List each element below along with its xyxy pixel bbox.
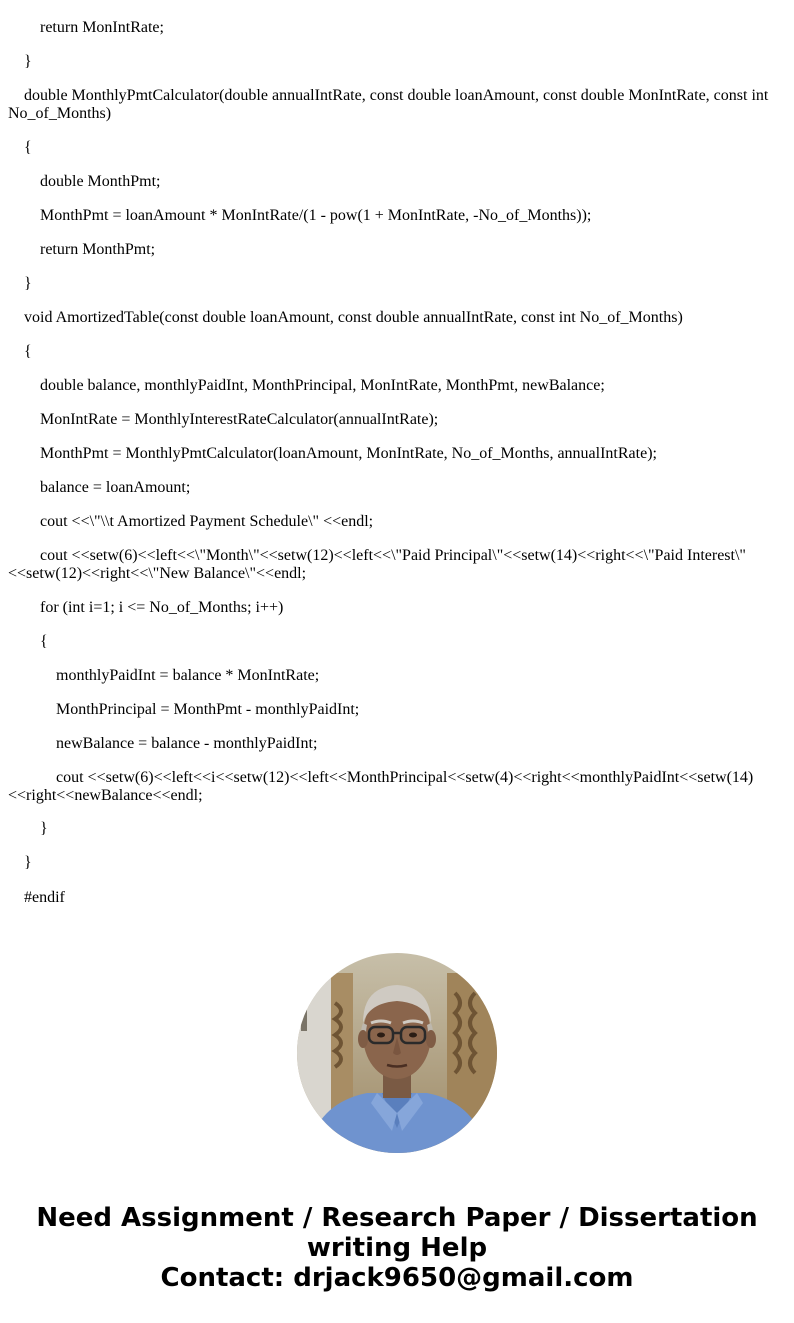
author-avatar bbox=[297, 953, 497, 1153]
author-portrait-icon bbox=[297, 953, 497, 1153]
promo-line-2: writing Help bbox=[306, 1233, 488, 1263]
code-line-3: double MonthlyPmtCalculator(double annualIntRate, const double loanAmount, const double MonIntRate, const int No_of_Months) bbox=[8, 87, 769, 122]
code-line-18: { bbox=[40, 633, 48, 650]
code-line-22: cout <<setw(6)<<left<<i<<setw(12)<<left<<MonthPrincipal<<setw(4)<<right<<monthlyPaidInt<<setw(14)<<right<<newBalance<<endl; bbox=[8, 769, 754, 804]
code-line-17: for (int i=1; i <= No_of_Months; i++) bbox=[40, 599, 284, 616]
code-line-13: MonthPmt = MonthlyPmtCalculator(loanAmount, MonIntRate, No_of_Months, annualIntRate); bbox=[40, 445, 657, 462]
code-line-16: cout <<setw(6)<<left<<\"Month\"<<setw(12)<<left<<\"Paid Principal\"<<setw(14)<<right<<\"Paid Interest\" <<setw(12)<<right<<\"New Balance\"<<endl; bbox=[8, 547, 746, 582]
code-line-20: MonthPrincipal = MonthPmt - monthlyPaidInt; bbox=[56, 701, 360, 718]
code-line-2: } bbox=[24, 53, 32, 70]
code-line-9: void AmortizedTable(const double loanAmount, const double annualIntRate, const int No_of_Months) bbox=[24, 309, 683, 326]
code-line-24: } bbox=[24, 854, 32, 871]
code-line-15: cout <<\"\\t Amortized Payment Schedule\" <<endl; bbox=[40, 513, 374, 530]
code-line-23: } bbox=[40, 820, 48, 837]
code-line-8: } bbox=[24, 275, 32, 292]
code-line-14: balance = loanAmount; bbox=[40, 479, 191, 496]
code-line-12: MonIntRate = MonthlyInterestRateCalculator(annualIntRate); bbox=[40, 411, 439, 428]
promo-contact: Contact: drjack9650@gmail.com bbox=[160, 1263, 634, 1293]
promo-line-1: Need Assignment / Research Paper / Dissertation bbox=[36, 1203, 758, 1233]
code-line-7: return MonthPmt; bbox=[40, 241, 156, 258]
code-line-5: double MonthPmt; bbox=[40, 173, 161, 190]
code-line-10: { bbox=[24, 343, 32, 360]
code-line-6: MonthPmt = loanAmount * MonIntRate/(1 - pow(1 + MonIntRate, -No_of_Months)); bbox=[40, 207, 592, 224]
code-line-11: double balance, monthlyPaidInt, MonthPrincipal, MonIntRate, MonthPmt, newBalance; bbox=[40, 377, 605, 394]
code-line-4: { bbox=[24, 139, 32, 156]
code-line-19: monthlyPaidInt = balance * MonIntRate; bbox=[56, 667, 320, 684]
code-line-1: return MonIntRate; bbox=[40, 19, 164, 36]
promo-banner bbox=[0, 1203, 794, 1293]
code-line-21: newBalance = balance - monthlyPaidInt; bbox=[56, 735, 318, 752]
code-line-25: #endif bbox=[24, 889, 65, 906]
